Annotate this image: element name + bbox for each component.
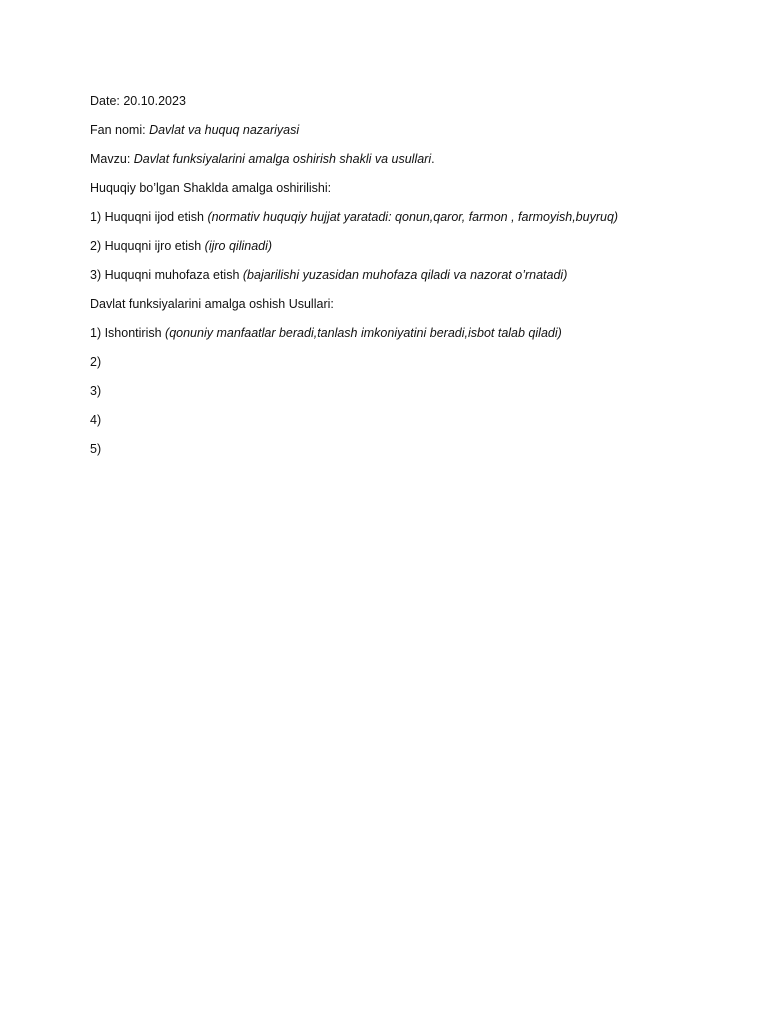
list-item bbox=[90, 383, 740, 412]
date-line bbox=[90, 93, 740, 122]
list-item-text: 4) bbox=[90, 413, 102, 427]
list-item bbox=[90, 441, 740, 470]
fan-value: Davlat va huquq nazariyasi bbox=[149, 123, 300, 137]
list-item-note: (normativ huquqiy hujjat yaratadi: qonun,qaror, farmon , farmoyish,buyruq) bbox=[207, 210, 619, 224]
section2-heading-text: Davlat funksiyalarini amalga oshish Usullari: bbox=[90, 297, 334, 311]
section1-heading-text: Huquqiy bo’lgan Shaklda amalga oshirilishi: bbox=[90, 181, 332, 195]
list-item-note: (ijro qilinadi) bbox=[204, 239, 273, 253]
mavzu-label: Mavzu: bbox=[90, 152, 134, 166]
list-item bbox=[90, 412, 740, 441]
list-item bbox=[90, 267, 740, 296]
list-item-text: 1) Ishontirish bbox=[90, 326, 166, 340]
date-text: Date: 20.10.2023 bbox=[90, 94, 186, 108]
list-item-note: (qonuniy manfaatlar beradi,tanlash imkoniyatini beradi,isbot talab qiladi) bbox=[165, 326, 562, 340]
mavzu-value: Davlat funksiyalarini amalga oshirish shakli va usullari bbox=[133, 152, 432, 166]
list-item-note: (bajarilishi yuzasidan muhofaza qiladi va nazorat o’rnatadi) bbox=[242, 268, 568, 282]
mavzu-line bbox=[90, 151, 740, 180]
mavzu-suffix: . bbox=[431, 152, 435, 166]
fan-label: Fan nomi: bbox=[90, 123, 150, 137]
list-item bbox=[90, 325, 740, 354]
document-content bbox=[90, 93, 740, 470]
section1-heading bbox=[90, 180, 740, 209]
list-item bbox=[90, 238, 740, 267]
list-item-text: 3) bbox=[90, 384, 102, 398]
list-item bbox=[90, 209, 740, 238]
section2-heading bbox=[90, 296, 740, 325]
list-item-text: 1) Huquqni ijod etish bbox=[90, 210, 208, 224]
list-item-text: 2) bbox=[90, 355, 102, 369]
list-item-text: 5) bbox=[90, 442, 102, 456]
list-item bbox=[90, 354, 740, 383]
fan-line bbox=[90, 122, 740, 151]
list-item-text: 3) Huquqni muhofaza etish bbox=[90, 268, 243, 282]
list-item-text: 2) Huquqni ijro etish bbox=[90, 239, 205, 253]
